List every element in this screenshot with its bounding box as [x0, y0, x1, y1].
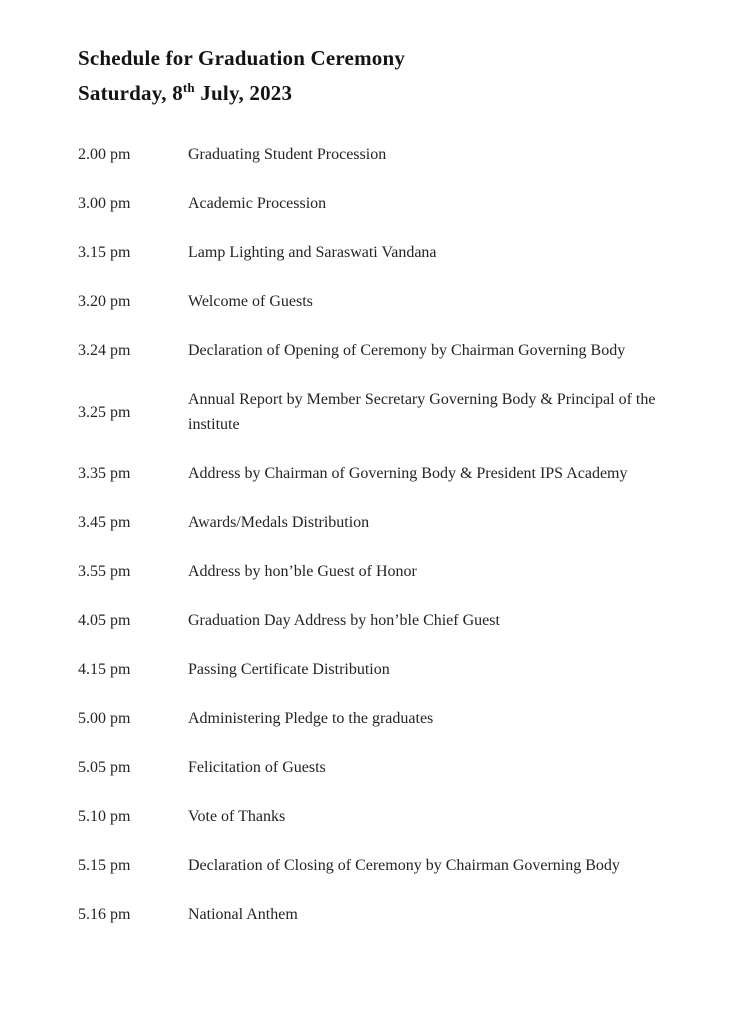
schedule-event: Address by Chairman of Governing Body & President IPS Academy: [188, 465, 628, 482]
schedule-row: [78, 142, 686, 167]
schedule-time: 3.25 pm: [78, 403, 131, 421]
schedule-event: Declaration of Closing of Ceremony by Chairman Governing Body: [188, 857, 620, 874]
schedule-time: 3.55 pm: [78, 563, 131, 580]
schedule-event: Vote of Thanks: [188, 808, 286, 825]
schedule-event: Graduating Student Procession: [188, 146, 387, 163]
schedule-time: 5.15 pm: [78, 857, 131, 874]
schedule-row: [78, 240, 686, 265]
date-suffix: July, 2023: [194, 81, 293, 105]
schedule-event: Awards/Medals Distribution: [188, 514, 370, 531]
schedule-event: Lamp Lighting and Saraswati Vandana: [188, 244, 437, 261]
schedule-event: Graduation Day Address by hon’ble Chief Guest: [188, 612, 500, 629]
schedule-event: Academic Procession: [188, 195, 327, 212]
schedule-row: [78, 461, 686, 486]
schedule-row: [78, 289, 686, 314]
schedule-time: 5.00 pm: [78, 710, 131, 727]
schedule-time: 3.00 pm: [78, 195, 131, 212]
schedule-event: Declaration of Opening of Ceremony by Chairman Governing Body: [188, 342, 626, 359]
schedule-row: [78, 608, 686, 633]
schedule-row: [78, 853, 686, 878]
schedule-row: [78, 804, 686, 829]
schedule-row: [78, 387, 686, 437]
schedule-event: Welcome of Guests: [188, 293, 313, 310]
schedule-list: [0, 142, 742, 927]
schedule-row: [78, 902, 686, 927]
schedule-row: [78, 191, 686, 216]
schedule-time: 5.16 pm: [78, 906, 131, 923]
document-header: [0, 0, 742, 106]
schedule-row: [78, 559, 686, 584]
schedule-row: [78, 755, 686, 780]
schedule-row: [78, 657, 686, 682]
schedule-time: 3.15 pm: [78, 244, 131, 261]
schedule-time: 2.00 pm: [78, 146, 131, 163]
schedule-event: Felicitation of Guests: [188, 759, 326, 776]
schedule-row: [78, 510, 686, 535]
schedule-row: [78, 706, 686, 731]
schedule-time: 4.05 pm: [78, 612, 131, 629]
schedule-time: 4.15 pm: [78, 661, 131, 678]
schedule-time: 3.24 pm: [78, 342, 131, 359]
schedule-event: Annual Report by Member Secretary Governing Body & Principal of the institute: [188, 391, 656, 433]
schedule-event: National Anthem: [188, 906, 298, 923]
schedule-event: Administering Pledge to the graduates: [188, 710, 434, 727]
date-ordinal-superscript: th: [182, 80, 195, 95]
document-date: [78, 80, 682, 106]
schedule-time: 3.35 pm: [78, 465, 131, 482]
date-prefix: Saturday, 8: [78, 81, 183, 105]
schedule-time: 3.45 pm: [78, 514, 131, 531]
schedule-row: [78, 338, 686, 363]
document-title: Schedule for Graduation Ceremony: [78, 46, 406, 70]
schedule-time: 5.10 pm: [78, 808, 131, 825]
schedule-time: 5.05 pm: [78, 759, 131, 776]
schedule-event: Passing Certificate Distribution: [188, 661, 390, 678]
schedule-event: Address by hon’ble Guest of Honor: [188, 563, 417, 580]
schedule-time: 3.20 pm: [78, 293, 131, 310]
